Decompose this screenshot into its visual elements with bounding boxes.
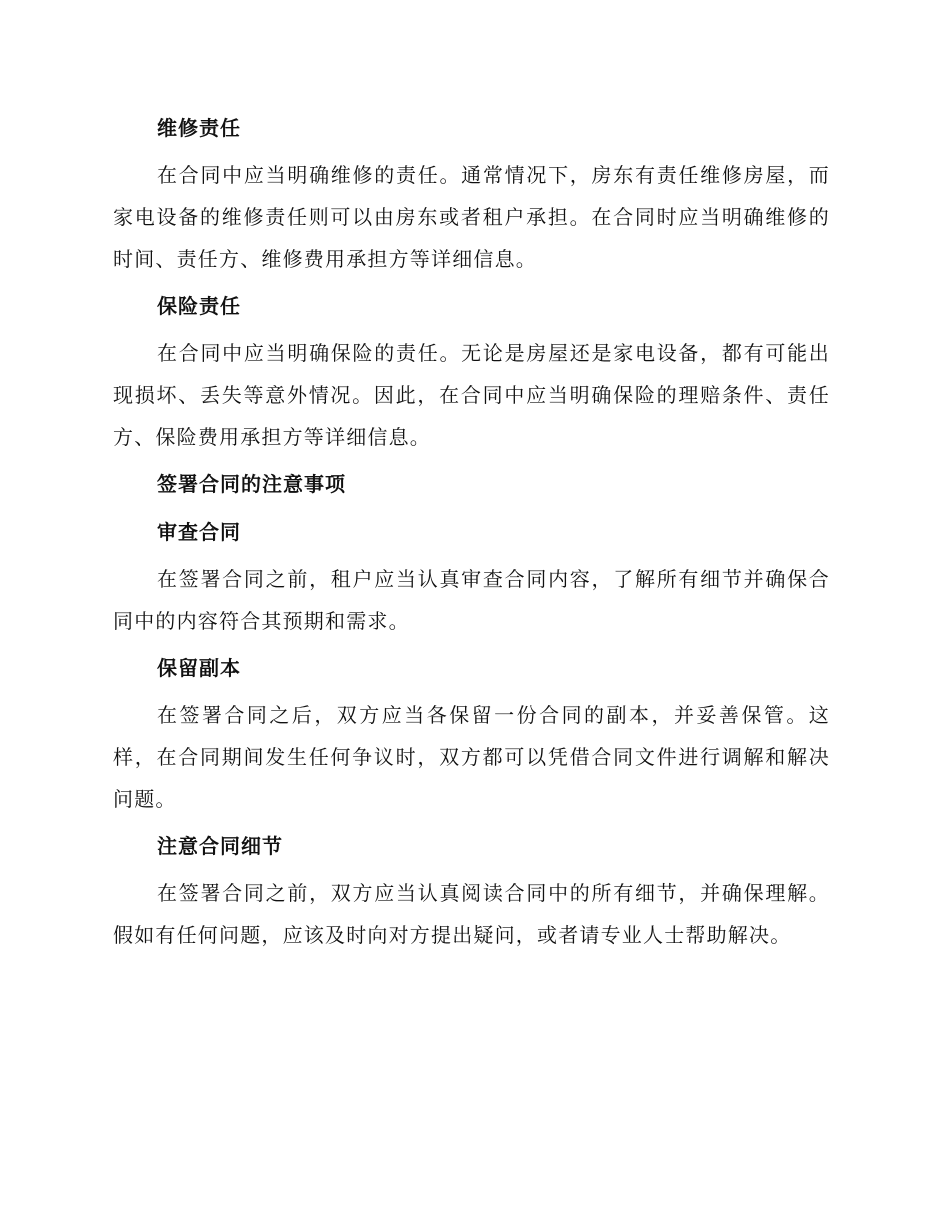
section-heading-contract-details: 注意合同细节	[157, 834, 283, 858]
section-paragraph-maintenance: 在合同中应当明确维修的责任。通常情况下，房东有责任维修房屋，而家电设备的维修责任则可以由房东或者租户承担。在合同时应当明确维修的时间、责任方、维修费用承担方等详细信息。	[113, 163, 830, 271]
section-paragraph-review-contract: 在签署合同之前，租户应当认真审查合同内容，了解所有细节并确保合同中的内容符合其预期和需求。	[113, 567, 830, 633]
section-heading-review-contract: 审查合同	[157, 520, 241, 544]
document-page	[113, 106, 830, 956]
section-paragraph-keep-copy: 在签署合同之后，双方应当各保留一份合同的副本，并妥善保管。这样，在合同期间发生任何争议时，双方都可以凭借合同文件进行调解和解决问题。	[113, 703, 830, 811]
section-heading-insurance: 保险责任	[157, 294, 241, 318]
section-heading-keep-copy: 保留副本	[157, 656, 241, 680]
section-paragraph-contract-details: 在签署合同之前，双方应当认真阅读合同中的所有细节，并确保理解。假如有任何问题，应该及时向对方提出疑问，或者请专业人士帮助解决。	[113, 881, 830, 947]
section-heading-signing-notes: 签署合同的注意事项	[157, 472, 346, 496]
section-paragraph-insurance: 在合同中应当明确保险的责任。无论是房屋还是家电设备，都有可能出现损坏、丢失等意外情况。因此，在合同中应当明确保险的理赔条件、责任方、保险费用承担方等详细信息。	[113, 341, 830, 449]
section-heading-maintenance: 维修责任	[157, 116, 241, 140]
